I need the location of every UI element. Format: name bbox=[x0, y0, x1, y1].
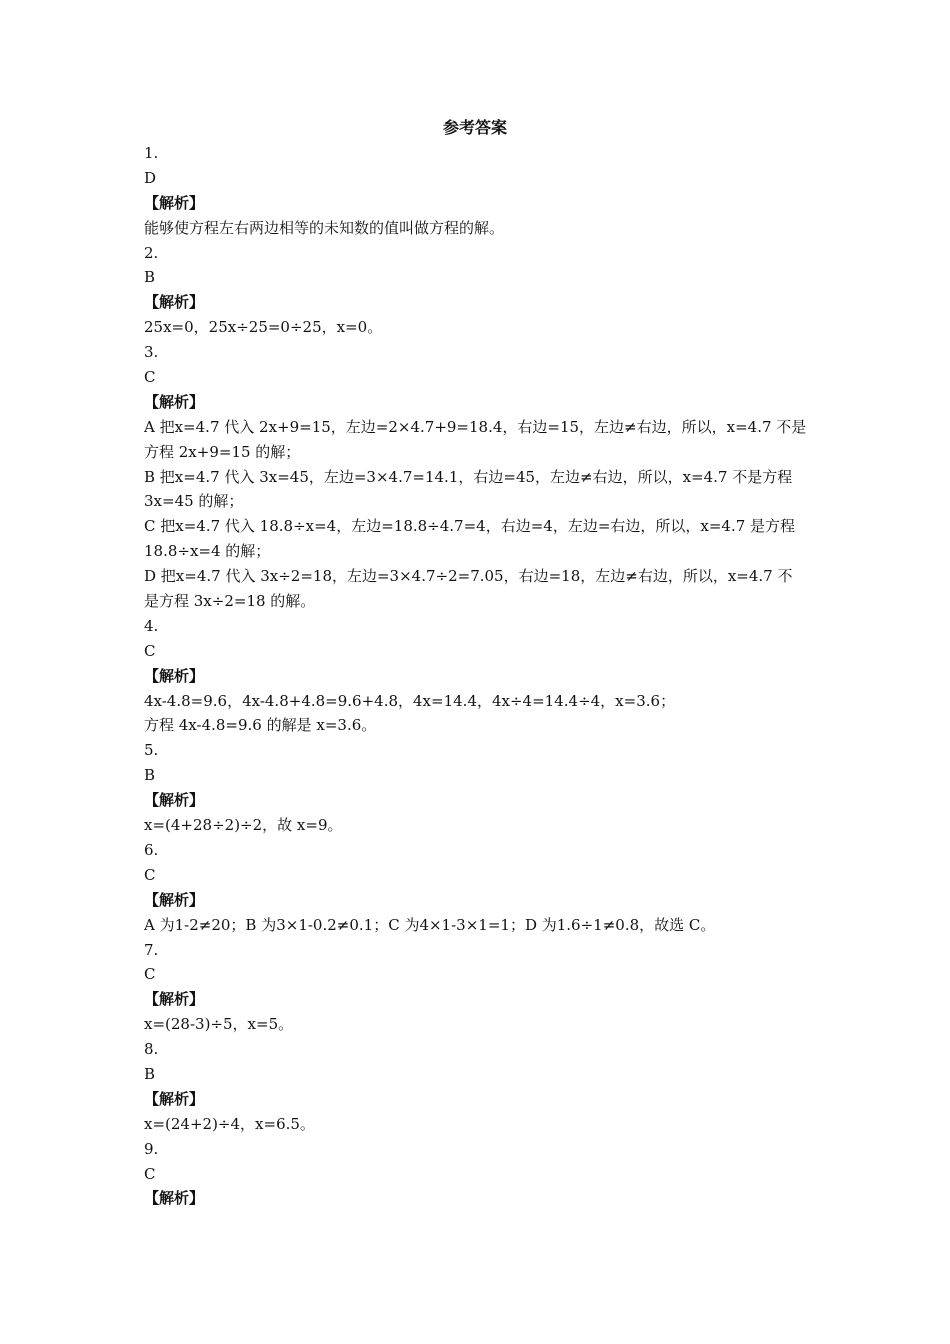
analysis-text: C 把x=4.7 代入 18.8÷x=4，左边=18.8÷4.7=4，右边=4，左边=右边，所以，x=4.7 是方程 bbox=[144, 517, 796, 536]
answer-choice: C bbox=[144, 641, 156, 660]
analysis-text: 方程 2x+9=15 的解； bbox=[144, 442, 301, 461]
analysis-label: 【解析】 bbox=[144, 193, 205, 212]
answer-choice: B bbox=[144, 1064, 156, 1083]
analysis-text: 18.8÷x=4 的解； bbox=[144, 542, 271, 561]
analysis-text: x=(4+28÷2)÷2，故 x=9。 bbox=[144, 816, 343, 835]
analysis-label: 【解析】 bbox=[144, 890, 205, 909]
page-title: 参考答案 bbox=[442, 118, 507, 137]
analysis-label: 【解析】 bbox=[144, 791, 205, 810]
analysis-text: 4x-4.8=9.6，4x-4.8+4.8=9.6+4.8，4x=14.4，4x÷4=14.4÷4，x=3.6； bbox=[144, 691, 676, 710]
analysis-label: 【解析】 bbox=[144, 392, 205, 411]
analysis-text: 方程 4x-4.8=9.6 的解是 x=3.6。 bbox=[144, 716, 377, 735]
analysis-text: x=(24+2)÷4，x=6.5。 bbox=[144, 1114, 315, 1133]
analysis-text: 能够使方程左右两边相等的未知数的值叫做方程的解。 bbox=[144, 218, 505, 237]
answer-choice: B bbox=[144, 766, 156, 785]
analysis-text: D 把x=4.7 代入 3x÷2=18，左边=3×4.7÷2=7.05，右边=18，左边≠右边，所以，x=4.7 不 bbox=[144, 567, 793, 586]
analysis-text: 3x=45 的解； bbox=[144, 492, 244, 511]
analysis-text: B 把x=4.7 代入 3x=45，左边=3×4.7=14.1，右边=45，左边≠右边，所以，x=4.7 不是方程 bbox=[144, 467, 793, 486]
answer-choice: D bbox=[144, 168, 157, 187]
answer-choice: C bbox=[144, 368, 156, 387]
question-number: 6. bbox=[144, 840, 159, 859]
analysis-text: 25x=0，25x÷25=0÷25，x=0。 bbox=[144, 318, 383, 337]
analysis-label: 【解析】 bbox=[144, 1189, 205, 1208]
analysis-text: 是方程 3x÷2=18 的解。 bbox=[144, 592, 316, 611]
analysis-label: 【解析】 bbox=[144, 1089, 205, 1108]
question-number: 9. bbox=[144, 1139, 159, 1158]
answer-choice: C bbox=[144, 965, 156, 984]
question-number: 5. bbox=[144, 741, 159, 760]
answer-choice: B bbox=[144, 268, 156, 287]
question-number: 3. bbox=[144, 343, 159, 362]
answer-list bbox=[144, 141, 806, 1211]
answer-choice: C bbox=[144, 865, 156, 884]
analysis-text: x=(28-3)÷5，x=5。 bbox=[144, 1015, 294, 1034]
question-number: 1. bbox=[144, 144, 159, 162]
analysis-label: 【解析】 bbox=[144, 990, 205, 1009]
question-number: 8. bbox=[144, 1040, 159, 1059]
analysis-text: A 为1-2≠20；B 为3×1-0.2≠0.1；C 为4×1-3×1=1；D 为1.6÷1≠0.8，故选 C。 bbox=[144, 915, 716, 934]
answer-choice: C bbox=[144, 1164, 156, 1183]
analysis-label: 【解析】 bbox=[144, 666, 205, 685]
question-number: 4. bbox=[144, 616, 159, 635]
question-number: 2. bbox=[144, 243, 159, 262]
analysis-label: 【解析】 bbox=[144, 293, 205, 312]
question-number: 7. bbox=[144, 940, 159, 959]
analysis-text: A 把x=4.7 代入 2x+9=15，左边=2×4.7+9=18.4，右边=15，左边≠右边，所以，x=4.7 不是 bbox=[144, 417, 806, 436]
